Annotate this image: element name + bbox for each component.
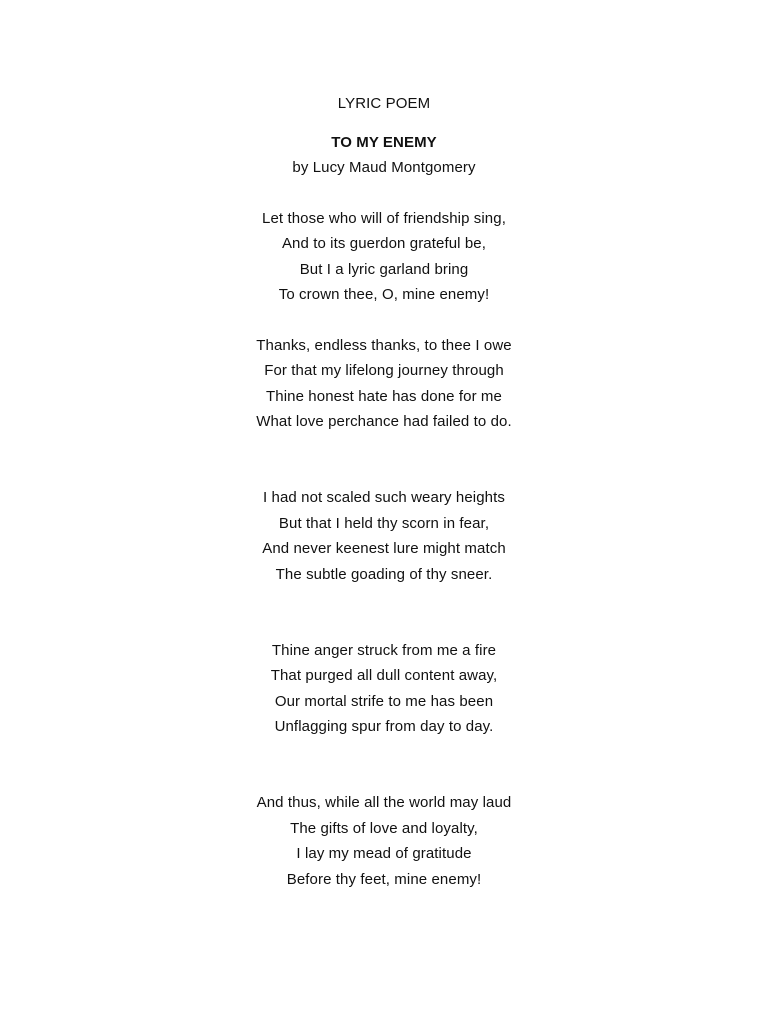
poem-line: I lay my mead of gratitude	[296, 845, 472, 862]
poem-line: The gifts of love and loyalty,	[290, 820, 478, 837]
poem-line: That purged all dull content away,	[270, 667, 498, 684]
poem-line: I had not scaled such weary heights	[263, 489, 505, 506]
poem-line: And never keenest lure might match	[262, 540, 506, 557]
poem-title: TO MY ENEMY	[331, 134, 437, 151]
poem-line: And thus, while all the world may laud	[256, 794, 512, 811]
poem-line: Let those who will of friendship sing,	[262, 210, 506, 227]
poem-line: Thine honest hate has done for me	[266, 388, 502, 405]
poem-byline: by Lucy Maud Montgomery	[292, 159, 476, 176]
poem-line: Thine anger struck from me a fire	[271, 642, 497, 659]
poem-line: The subtle goading of thy sneer.	[275, 566, 493, 583]
poem-line: But I a lyric garland bring	[299, 261, 469, 278]
poem-line: Unflagging spur from day to day.	[274, 718, 494, 735]
poem-line: And to its guerdon grateful be,	[281, 235, 487, 252]
poem-line: Before thy feet, mine enemy!	[286, 871, 482, 888]
document-heading: LYRIC POEM	[337, 95, 431, 112]
poem-line: What love perchance had failed to do.	[256, 413, 512, 430]
poem-line: Our mortal strife to me has been	[274, 693, 494, 710]
poem-line: For that my lifelong journey through	[264, 362, 504, 379]
poem-line: But that I held thy scorn in fear,	[278, 515, 490, 532]
poem-line: To crown thee, O, mine enemy!	[278, 286, 490, 303]
poem-line: Thanks, endless thanks, to thee I owe	[256, 337, 512, 354]
